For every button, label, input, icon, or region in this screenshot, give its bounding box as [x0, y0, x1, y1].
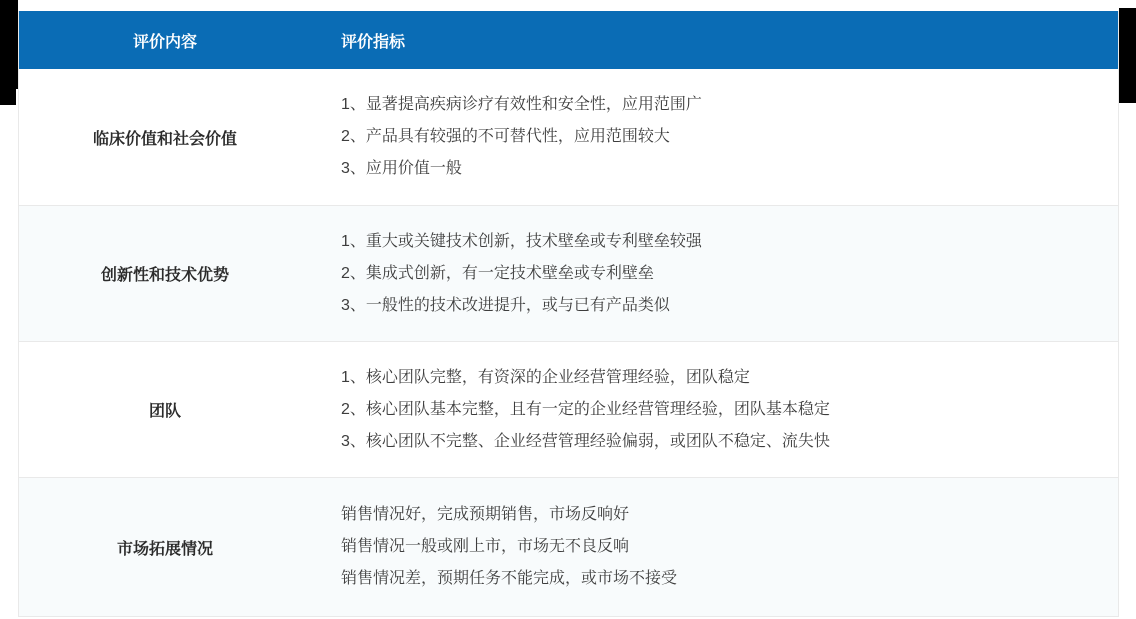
- indicator-line: 3、一般性的技术改进提升，或与已有产品类似: [341, 296, 670, 314]
- table-row: [19, 205, 1118, 341]
- table-row: [19, 477, 1118, 616]
- indicator-line: 2、产品具有较强的不可替代性，应用范围较大: [341, 128, 670, 145]
- indicator-list: [311, 69, 1118, 205]
- column-header-content: 评价内容: [132, 33, 197, 51]
- indicator-list: [311, 206, 1118, 341]
- indicator-line: 3、核心团队不完整、企业经营管理经验偏弱，或团队不稳定、流失快: [341, 432, 830, 450]
- evaluation-criteria-table: [18, 11, 1119, 617]
- category-clinical-social-value: 临床价值和社会价值: [92, 130, 237, 148]
- table-row: [19, 69, 1118, 205]
- table-row: [19, 341, 1118, 477]
- category-team: 团队: [148, 403, 181, 420]
- indicator-line: 销售情况差，预期任务不能完成，或市场不接受: [341, 570, 678, 587]
- indicator-line: 1、重大或关键技术创新，技术壁垒或专利壁垒较强: [341, 232, 702, 250]
- category-innovation-tech-advantage: 创新性和技术优势: [100, 267, 229, 284]
- indicator-line: 2、集成式创新，有一定技术壁垒或专利壁垒: [341, 264, 654, 282]
- left-edge-artifact: [0, 0, 18, 89]
- table-header-row: [19, 11, 1118, 69]
- indicator-line: 销售情况好，完成预期销售，市场反响好: [341, 506, 630, 523]
- indicator-line: 1、显著提高疾病诊疗有效性和安全性，应用范围广: [341, 96, 702, 113]
- category-market-expansion: 市场拓展情况: [116, 540, 213, 558]
- indicator-line: 1、核心团队完整，有资深的企业经营管理经验，团队稳定: [341, 368, 750, 386]
- indicator-line: 2、核心团队基本完整，且有一定的企业经营管理经验，团队基本稳定: [341, 400, 830, 418]
- left-edge-artifact-step: [0, 89, 16, 105]
- column-header-indicator: 评价指标: [341, 33, 406, 51]
- indicator-list: [311, 342, 1118, 477]
- indicator-line: 销售情况一般或刚上市，市场无不良反响: [341, 538, 630, 555]
- indicator-line: 3、应用价值一般: [341, 160, 462, 177]
- indicator-list: [311, 478, 1118, 616]
- right-edge-artifact: [1119, 8, 1136, 103]
